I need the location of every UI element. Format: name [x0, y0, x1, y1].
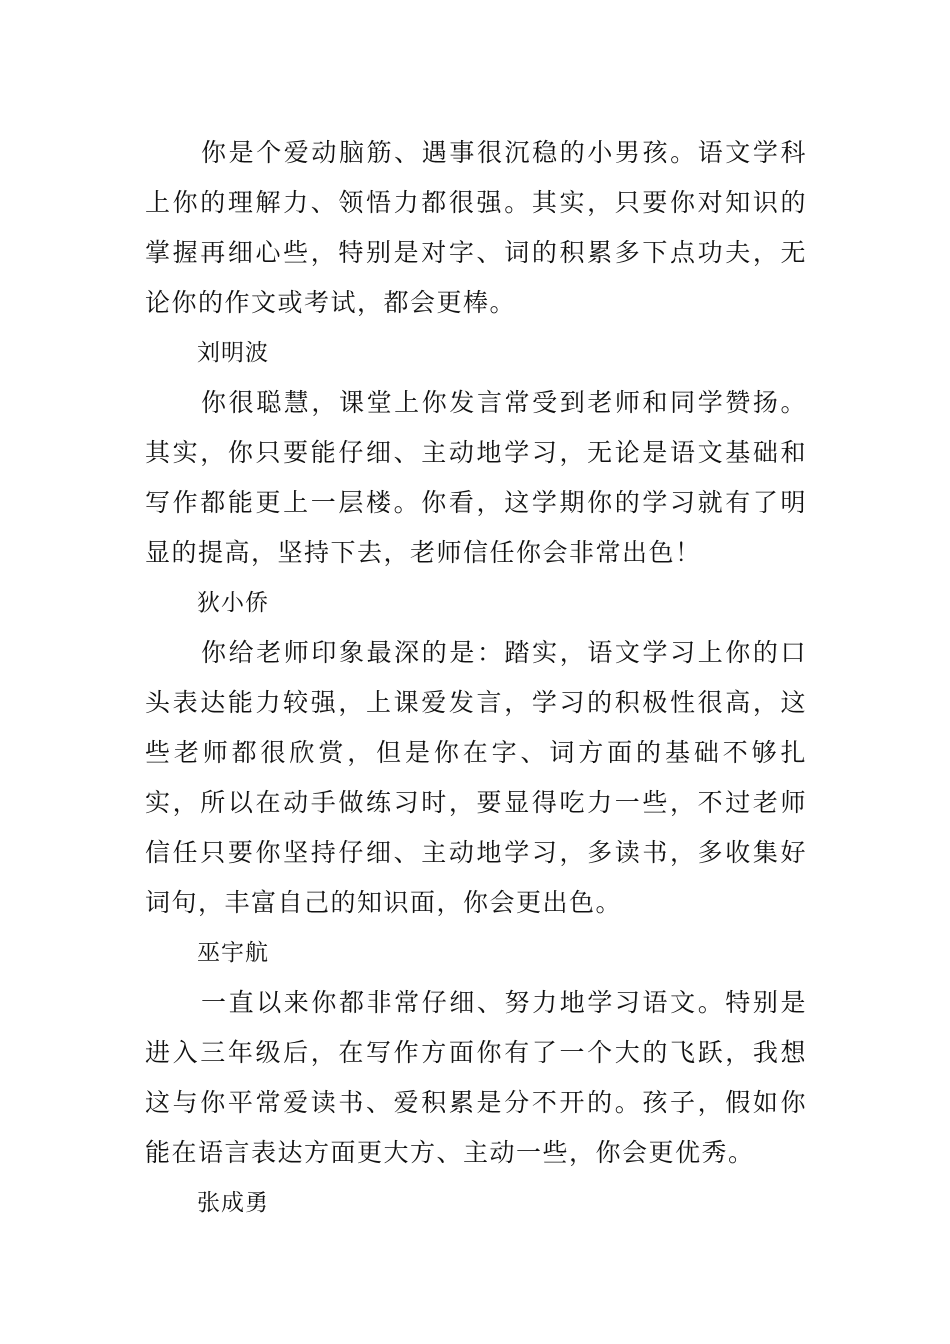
comment-paragraph-4: 一直以来你都非常仔细、努力地学习语文。特别是进入三年级后，在写作方面你有了一个大的飞跃，我想这与你平常爱读书、爱积累是分不开的。孩子，假如你能在语言表达方面更大方、主动一些，你会更优秀。	[145, 988, 807, 1167]
comment-paragraph-1: 你是个爱动脑筋、遇事很沉稳的小男孩。语文学科上你的理解力、领悟力都很强。其实，只要你对知识的掌握再细心些，特别是对字、词的积累多下点功夫，无论你的作文或考试，都会更棒。	[145, 138, 807, 317]
document-page	[145, 128, 807, 1228]
comment-paragraph-2: 你很聪慧，课堂上你发言常受到老师和同学赞扬。其实，你只要能仔细、主动地学习，无论是语文基础和写作都能更上一层楼。你看，这学期你的学习就有了明显的提高，坚持下去，老师信任你会非常出色！	[145, 388, 807, 567]
student-name-1: 刘明波	[197, 340, 269, 366]
comment-paragraph-3: 你给老师印象最深的是：踏实，语文学习上你的口头表达能力较强，上课爱发言，学习的积极性很高，这些老师都很欣赏，但是你在字、词方面的基础不够扎实，所以在动手做练习时，要显得吃力一些，不过老师信任只要你坚持仔细、主动地学习，多读书，多收集好词句，丰富自己的知识面，你会更出色。	[145, 638, 807, 917]
student-name-2: 狄小侨	[197, 590, 269, 616]
student-name-3: 巫宇航	[197, 940, 269, 966]
student-name-4: 张成勇	[197, 1190, 269, 1216]
